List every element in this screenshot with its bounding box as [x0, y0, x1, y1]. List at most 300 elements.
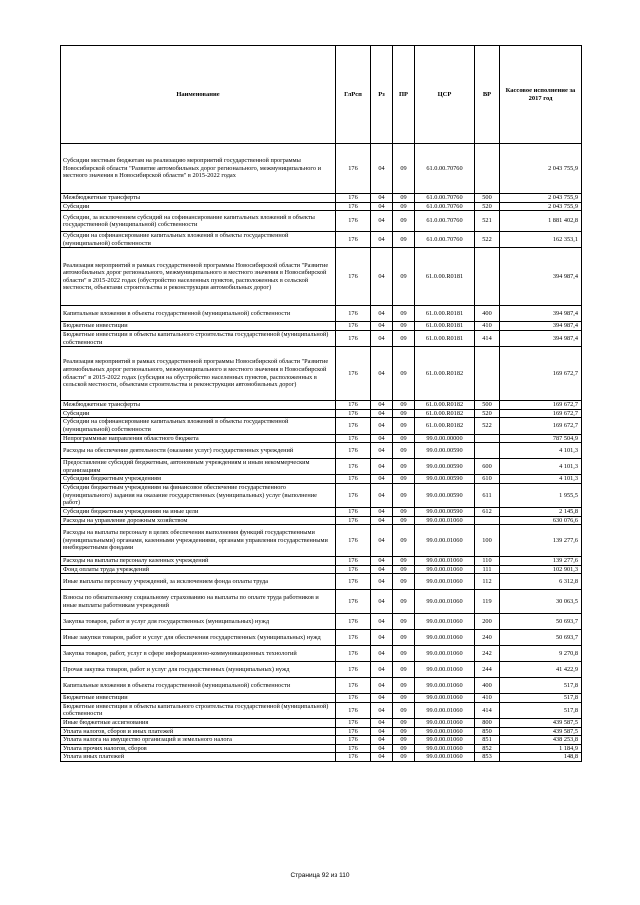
- cell-vr: 610: [475, 475, 500, 484]
- cell-name: Уплата иных платежей: [61, 753, 336, 762]
- cell-csr: 99.0.00.01060: [415, 702, 475, 718]
- cell-sum: 517,8: [500, 694, 582, 703]
- table-row: [61, 662, 582, 678]
- cell-sum: 1 184,9: [500, 744, 582, 753]
- cell-sum: 394 987,4: [500, 322, 582, 331]
- cell-name: Уплата налога на имущество организаций и земельного налога: [61, 736, 336, 745]
- cell-pr: 09: [393, 194, 415, 203]
- cell-pr: 09: [393, 409, 415, 418]
- cell-grbs: 176: [336, 347, 371, 401]
- cell-rz: 04: [371, 144, 393, 194]
- cell-name: Субсидии местным бюджетам на реализацию мероприятий государственной программы Новосибирской области "Развитие автомобильных дорог регионального, межмуниципального и местного значения в Новосибирской области" в 2015-2022 годах: [61, 144, 336, 194]
- cell-csr: 61.0.00.R0182: [415, 409, 475, 418]
- cell-grbs: 176: [336, 507, 371, 516]
- cell-sum: 2 043 755,9: [500, 194, 582, 203]
- cell-csr: 99.0.00.01060: [415, 525, 475, 557]
- cell-name: Субсидии: [61, 409, 336, 418]
- cell-pr: 09: [393, 727, 415, 736]
- cell-csr: 99.0.00.01060: [415, 694, 475, 703]
- table-row: [61, 516, 582, 525]
- table-row: [61, 565, 582, 574]
- cell-pr: 09: [393, 347, 415, 401]
- cell-pr: 09: [393, 662, 415, 678]
- table-row: [61, 202, 582, 211]
- cell-rz: 04: [371, 418, 393, 434]
- cell-rz: 04: [371, 662, 393, 678]
- table-row: [61, 736, 582, 745]
- cell-csr: 61.0.00.R0182: [415, 347, 475, 401]
- cell-grbs: 176: [336, 202, 371, 211]
- cell-sum: 169 672,7: [500, 347, 582, 401]
- cell-vr: 500: [475, 401, 500, 410]
- table-row: [61, 248, 582, 306]
- cell-pr: 09: [393, 565, 415, 574]
- cell-csr: 61.0.00.70760: [415, 211, 475, 232]
- cell-vr: 612: [475, 507, 500, 516]
- cell-name: Уплата налогов, сборов и иных платежей: [61, 727, 336, 736]
- cell-pr: 09: [393, 232, 415, 248]
- cell-sum: 4 101,3: [500, 475, 582, 484]
- cell-vr: 240: [475, 630, 500, 646]
- cell-csr: 61.0.00.70760: [415, 202, 475, 211]
- cell-sum: 517,8: [500, 678, 582, 694]
- cell-name: Закупка товаров, работ и услуг для государственных (муниципальных) нужд: [61, 614, 336, 630]
- cell-csr: 99.0.00.01060: [415, 614, 475, 630]
- cell-grbs: 176: [336, 719, 371, 728]
- table-row: [61, 306, 582, 322]
- cell-sum: 30 063,5: [500, 590, 582, 614]
- cell-csr: 61.0.00.R0181: [415, 330, 475, 346]
- cell-rz: 04: [371, 232, 393, 248]
- cell-rz: 04: [371, 202, 393, 211]
- cell-csr: 61.0.00.R0182: [415, 418, 475, 434]
- cell-name: Субсидии на софинансирование капитальных вложений в объекты государственной (муниципальной) собственности: [61, 418, 336, 434]
- cell-vr: 400: [475, 678, 500, 694]
- cell-name: Субсидии бюджетным учреждениям на иные цели: [61, 507, 336, 516]
- cell-rz: 04: [371, 744, 393, 753]
- cell-csr: 99.0.00.01060: [415, 719, 475, 728]
- cell-vr: 522: [475, 418, 500, 434]
- cell-csr: 99.0.00.01060: [415, 590, 475, 614]
- cell-grbs: 176: [336, 574, 371, 590]
- cell-csr: 99.0.00.01060: [415, 744, 475, 753]
- cell-csr: 99.0.00.00590: [415, 475, 475, 484]
- cell-grbs: 176: [336, 744, 371, 753]
- cell-name: Иные бюджетные ассигнования: [61, 719, 336, 728]
- table-row: [61, 330, 582, 346]
- table-row: [61, 630, 582, 646]
- cell-csr: 61.0.00.R0181: [415, 306, 475, 322]
- table-row: [61, 678, 582, 694]
- page-footer: Страница 92 из 110: [290, 872, 350, 879]
- cell-pr: 09: [393, 557, 415, 566]
- cell-vr: 400: [475, 306, 500, 322]
- cell-grbs: 176: [336, 727, 371, 736]
- cell-pr: 09: [393, 630, 415, 646]
- cell-sum: 394 987,4: [500, 306, 582, 322]
- cell-sum: 148,8: [500, 753, 582, 762]
- cell-grbs: 176: [336, 434, 371, 443]
- cell-rz: 04: [371, 507, 393, 516]
- cell-grbs: 176: [336, 322, 371, 331]
- table-row: [61, 702, 582, 718]
- cell-name: Непрограммные направления областного бюджета: [61, 434, 336, 443]
- header-name: Наименование: [61, 46, 336, 144]
- cell-sum: 439 587,5: [500, 727, 582, 736]
- table-row: [61, 347, 582, 401]
- cell-name: Предоставление субсидий бюджетным, автономным учреждениям и иным некоммерческим организациям: [61, 459, 336, 475]
- cell-rz: 04: [371, 574, 393, 590]
- cell-pr: 09: [393, 306, 415, 322]
- cell-csr: 61.0.00.70760: [415, 194, 475, 203]
- cell-name: Бюджетные инвестиции: [61, 322, 336, 331]
- cell-grbs: 176: [336, 702, 371, 718]
- cell-sum: 139 277,6: [500, 525, 582, 557]
- cell-csr: 99.0.00.01060: [415, 565, 475, 574]
- cell-csr: 99.0.00.00590: [415, 483, 475, 507]
- cell-vr: 521: [475, 211, 500, 232]
- table-row: [61, 232, 582, 248]
- header-csr: ЦСР: [415, 46, 475, 144]
- table-row: [61, 590, 582, 614]
- cell-vr: 800: [475, 719, 500, 728]
- cell-rz: 04: [371, 211, 393, 232]
- cell-grbs: 176: [336, 694, 371, 703]
- cell-sum: 2 043 755,9: [500, 144, 582, 194]
- cell-grbs: 176: [336, 678, 371, 694]
- table-row: [61, 409, 582, 418]
- table-row: [61, 443, 582, 459]
- cell-vr: 853: [475, 753, 500, 762]
- cell-vr: 414: [475, 702, 500, 718]
- cell-name: Прочая закупка товаров, работ и услуг для государственных (муниципальных) нужд: [61, 662, 336, 678]
- cell-csr: 99.0.00.01060: [415, 557, 475, 566]
- cell-grbs: 176: [336, 144, 371, 194]
- cell-grbs: 176: [336, 401, 371, 410]
- header-sum: Кассовое исполнение за 2017 год: [500, 46, 582, 144]
- cell-csr: 99.0.00.01060: [415, 727, 475, 736]
- table-row: [61, 557, 582, 566]
- cell-vr: [475, 347, 500, 401]
- cell-sum: 517,8: [500, 702, 582, 718]
- table-row: [61, 646, 582, 662]
- cell-rz: 04: [371, 727, 393, 736]
- cell-csr: 99.0.00.01060: [415, 574, 475, 590]
- cell-vr: 111: [475, 565, 500, 574]
- cell-grbs: 176: [336, 330, 371, 346]
- cell-pr: 09: [393, 574, 415, 590]
- cell-vr: 600: [475, 459, 500, 475]
- cell-vr: 611: [475, 483, 500, 507]
- cell-pr: 09: [393, 475, 415, 484]
- cell-pr: 09: [393, 418, 415, 434]
- cell-vr: 852: [475, 744, 500, 753]
- cell-grbs: 176: [336, 418, 371, 434]
- cell-name: Субсидии бюджетным учреждениям: [61, 475, 336, 484]
- cell-grbs: 176: [336, 630, 371, 646]
- cell-csr: 61.0.00.R0181: [415, 248, 475, 306]
- cell-pr: 09: [393, 516, 415, 525]
- cell-sum: 4 101,3: [500, 443, 582, 459]
- header-grbs: ГлРсп: [336, 46, 371, 144]
- cell-rz: 04: [371, 557, 393, 566]
- cell-vr: 520: [475, 202, 500, 211]
- cell-grbs: 176: [336, 443, 371, 459]
- cell-vr: 100: [475, 525, 500, 557]
- cell-rz: 04: [371, 475, 393, 484]
- cell-name: Фонд оплаты труда учреждений: [61, 565, 336, 574]
- cell-sum: 169 672,7: [500, 401, 582, 410]
- cell-csr: 99.0.00.01060: [415, 662, 475, 678]
- cell-pr: 09: [393, 702, 415, 718]
- cell-vr: 850: [475, 727, 500, 736]
- cell-rz: 04: [371, 434, 393, 443]
- cell-rz: 04: [371, 678, 393, 694]
- cell-csr: 61.0.00.R0181: [415, 322, 475, 331]
- cell-rz: 04: [371, 330, 393, 346]
- cell-pr: 09: [393, 443, 415, 459]
- cell-rz: 04: [371, 719, 393, 728]
- cell-csr: 99.0.00.01060: [415, 516, 475, 525]
- table-row: [61, 418, 582, 434]
- cell-vr: 522: [475, 232, 500, 248]
- cell-csr: 99.0.00.00590: [415, 443, 475, 459]
- header-rz: Рз: [371, 46, 393, 144]
- cell-grbs: 176: [336, 736, 371, 745]
- cell-pr: 09: [393, 646, 415, 662]
- cell-pr: 09: [393, 459, 415, 475]
- cell-grbs: 176: [336, 211, 371, 232]
- cell-csr: 99.0.00.01060: [415, 736, 475, 745]
- cell-sum: 439 587,5: [500, 719, 582, 728]
- cell-pr: 09: [393, 694, 415, 703]
- cell-name: Реализация мероприятий в рамках государственной программы Новосибирской области "Развитие автомобильных дорог регионального, межмуниципального и местного значения в Новосибирской области" в 2015-2022 годах (субсидия на обустройство населенных пунктов, расположенных в сельской местности, объектами строительства и реконструкции автомобильных дорог): [61, 347, 336, 401]
- cell-pr: 09: [393, 678, 415, 694]
- cell-vr: 414: [475, 330, 500, 346]
- table-row: [61, 434, 582, 443]
- budget-execution-table: [60, 45, 582, 762]
- cell-name: Межбюджетные трансферты: [61, 401, 336, 410]
- cell-sum: 1 955,5: [500, 483, 582, 507]
- cell-vr: 200: [475, 614, 500, 630]
- cell-pr: 09: [393, 248, 415, 306]
- cell-sum: 102 901,3: [500, 565, 582, 574]
- cell-name: Уплата прочих налогов, сборов: [61, 744, 336, 753]
- cell-csr: 99.0.00.01060: [415, 646, 475, 662]
- cell-name: Иные выплаты персоналу учреждений, за исключением фонда оплаты труда: [61, 574, 336, 590]
- cell-rz: 04: [371, 409, 393, 418]
- cell-rz: 04: [371, 248, 393, 306]
- table-row: [61, 211, 582, 232]
- cell-rz: 04: [371, 516, 393, 525]
- cell-name: Межбюджетные трансферты: [61, 194, 336, 203]
- cell-sum: 2 043 755,9: [500, 202, 582, 211]
- table-row: [61, 144, 582, 194]
- cell-vr: 851: [475, 736, 500, 745]
- cell-rz: 04: [371, 347, 393, 401]
- table-body: [61, 144, 582, 762]
- cell-sum: 394 987,4: [500, 330, 582, 346]
- header-vr: ВР: [475, 46, 500, 144]
- cell-grbs: 176: [336, 646, 371, 662]
- cell-sum: 139 277,6: [500, 557, 582, 566]
- cell-sum: 2 145,8: [500, 507, 582, 516]
- cell-csr: 99.0.00.00590: [415, 459, 475, 475]
- cell-name: Расходы на выплаты персоналу казенных учреждений: [61, 557, 336, 566]
- cell-vr: [475, 144, 500, 194]
- table-row: [61, 614, 582, 630]
- cell-rz: 04: [371, 590, 393, 614]
- cell-name: Субсидии на софинансирование капитальных вложений в объекты государственной (муниципальной) собственности: [61, 232, 336, 248]
- cell-sum: 50 693,7: [500, 614, 582, 630]
- cell-pr: 09: [393, 744, 415, 753]
- cell-rz: 04: [371, 614, 393, 630]
- cell-grbs: 176: [336, 459, 371, 475]
- cell-sum: 169 672,7: [500, 418, 582, 434]
- cell-pr: 09: [393, 202, 415, 211]
- cell-grbs: 176: [336, 565, 371, 574]
- cell-name: Капитальные вложения в объекты государственной (муниципальной) собственности: [61, 678, 336, 694]
- cell-rz: 04: [371, 565, 393, 574]
- cell-csr: 99.0.00.01060: [415, 753, 475, 762]
- cell-name: Закупка товаров, работ, услуг в сфере информационно-коммуникационных технологий: [61, 646, 336, 662]
- cell-sum: 9 270,8: [500, 646, 582, 662]
- cell-rz: 04: [371, 630, 393, 646]
- cell-name: Расходы на обеспечение деятельности (оказание услуг) государственных учреждений: [61, 443, 336, 459]
- cell-sum: 630 076,6: [500, 516, 582, 525]
- cell-vr: [475, 434, 500, 443]
- table-row: [61, 459, 582, 475]
- cell-sum: 50 693,7: [500, 630, 582, 646]
- cell-csr: 61.0.00.70760: [415, 232, 475, 248]
- cell-vr: 242: [475, 646, 500, 662]
- cell-grbs: 176: [336, 614, 371, 630]
- cell-pr: 09: [393, 330, 415, 346]
- cell-grbs: 176: [336, 475, 371, 484]
- cell-csr: 99.0.00.00590: [415, 507, 475, 516]
- cell-name: Бюджетные инвестиции: [61, 694, 336, 703]
- cell-csr: 61.0.00.70760: [415, 144, 475, 194]
- cell-name: Иные закупки товаров, работ и услуг для обеспечения государственных (муниципальных) нужд: [61, 630, 336, 646]
- cell-pr: 09: [393, 507, 415, 516]
- cell-pr: 09: [393, 144, 415, 194]
- cell-grbs: 176: [336, 516, 371, 525]
- table-row: [61, 753, 582, 762]
- table-row: [61, 719, 582, 728]
- cell-vr: 500: [475, 194, 500, 203]
- cell-rz: 04: [371, 736, 393, 745]
- cell-grbs: 176: [336, 753, 371, 762]
- table-row: [61, 194, 582, 203]
- cell-vr: 110: [475, 557, 500, 566]
- table-row: [61, 525, 582, 557]
- cell-pr: 09: [393, 736, 415, 745]
- cell-name: Расходы на управление дорожным хозяйством: [61, 516, 336, 525]
- cell-name: Субсидии, за исключением субсидий на софинансирование капитальных вложений в объекты государственной (муниципальной) собственности: [61, 211, 336, 232]
- table-row: [61, 727, 582, 736]
- table-header-row: [61, 46, 582, 144]
- cell-sum: 41 422,9: [500, 662, 582, 678]
- cell-vr: [475, 248, 500, 306]
- cell-rz: 04: [371, 646, 393, 662]
- cell-grbs: 176: [336, 409, 371, 418]
- cell-name: Бюджетные инвестиции в объекты капитального строительства государственной (муниципальной) собственности: [61, 702, 336, 718]
- cell-vr: 410: [475, 322, 500, 331]
- cell-rz: 04: [371, 306, 393, 322]
- cell-csr: 99.0.00.01060: [415, 630, 475, 646]
- cell-rz: 04: [371, 459, 393, 475]
- cell-vr: 244: [475, 662, 500, 678]
- cell-sum: 4 101,3: [500, 459, 582, 475]
- cell-rz: 04: [371, 525, 393, 557]
- table-row: [61, 744, 582, 753]
- table-row: [61, 574, 582, 590]
- cell-pr: 09: [393, 614, 415, 630]
- cell-pr: 09: [393, 753, 415, 762]
- cell-rz: 04: [371, 194, 393, 203]
- cell-rz: 04: [371, 401, 393, 410]
- cell-vr: 112: [475, 574, 500, 590]
- table-row: [61, 483, 582, 507]
- cell-grbs: 176: [336, 248, 371, 306]
- cell-grbs: 176: [336, 232, 371, 248]
- cell-name: Расходы на выплаты персоналу в целях обеспечения выполнения функций государственными (муниципальными) органами, казенными учреждениями, органами управления государственными внебюджетными фондами: [61, 525, 336, 557]
- cell-rz: 04: [371, 322, 393, 331]
- cell-csr: 99.0.00.00000: [415, 434, 475, 443]
- cell-rz: 04: [371, 443, 393, 459]
- cell-name: Субсидии: [61, 202, 336, 211]
- cell-sum: 787 504,9: [500, 434, 582, 443]
- cell-name: Бюджетные инвестиции в объекты капитального строительства государственной (муниципальной) собственности: [61, 330, 336, 346]
- cell-name: Капитальные вложения в объекты государственной (муниципальной) собственности: [61, 306, 336, 322]
- table-row: [61, 694, 582, 703]
- cell-sum: 169 672,7: [500, 409, 582, 418]
- cell-sum: 6 312,8: [500, 574, 582, 590]
- cell-name: Субсидии бюджетным учреждениям на финансовое обеспечение государственного (муниципального) задания на оказание государственных (муниципальных) услуг (выполнение работ): [61, 483, 336, 507]
- cell-pr: 09: [393, 590, 415, 614]
- table-row: [61, 507, 582, 516]
- cell-sum: 162 353,1: [500, 232, 582, 248]
- header-pr: ПР: [393, 46, 415, 144]
- cell-sum: 1 881 402,8: [500, 211, 582, 232]
- cell-pr: 09: [393, 322, 415, 331]
- cell-pr: 09: [393, 525, 415, 557]
- cell-sum: 394 987,4: [500, 248, 582, 306]
- table-row: [61, 475, 582, 484]
- cell-sum: 438 253,8: [500, 736, 582, 745]
- cell-rz: 04: [371, 753, 393, 762]
- cell-rz: 04: [371, 483, 393, 507]
- table-row: [61, 322, 582, 331]
- cell-grbs: 176: [336, 306, 371, 322]
- cell-pr: 09: [393, 211, 415, 232]
- cell-vr: 410: [475, 694, 500, 703]
- cell-csr: 61.0.00.R0182: [415, 401, 475, 410]
- cell-grbs: 176: [336, 525, 371, 557]
- table-row: [61, 401, 582, 410]
- cell-name: Реализация мероприятий в рамках государственной программы Новосибирской области "Развитие автомобильных дорог регионального, межмуниципального и местного значения в Новосибирской области" в 2015-2022 годах (обустройство населенных пунктов, расположенных в сельской местности, объектами строительства и реконструкции автомобильных дорог): [61, 248, 336, 306]
- cell-vr: 119: [475, 590, 500, 614]
- cell-vr: [475, 516, 500, 525]
- cell-pr: 09: [393, 483, 415, 507]
- cell-rz: 04: [371, 694, 393, 703]
- cell-name: Взносы по обязательному социальному страхованию на выплаты по оплате труда работников и иные выплаты работникам учреждений: [61, 590, 336, 614]
- cell-grbs: 176: [336, 483, 371, 507]
- cell-pr: 09: [393, 719, 415, 728]
- cell-pr: 09: [393, 434, 415, 443]
- cell-grbs: 176: [336, 194, 371, 203]
- cell-grbs: 176: [336, 557, 371, 566]
